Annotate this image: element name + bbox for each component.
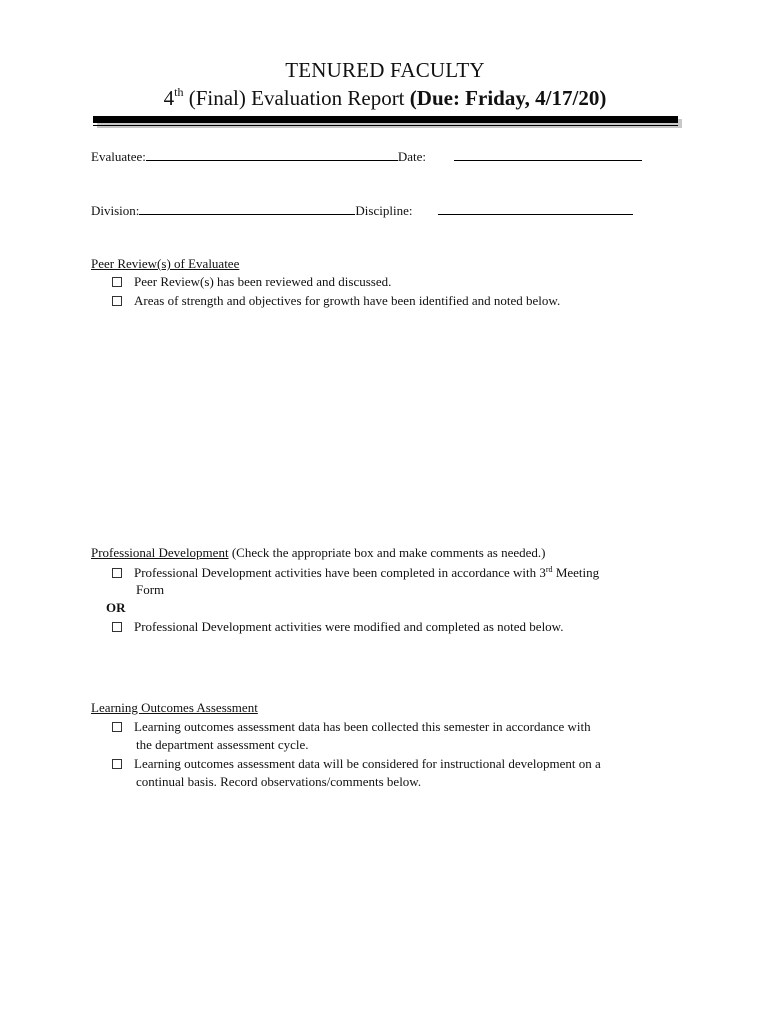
pd-item-continuation: Form — [136, 582, 165, 597]
pd-item-text: Professional Development activities were modified and completed as noted below. — [134, 619, 564, 634]
lo-item — [112, 755, 601, 773]
title-rule — [93, 116, 678, 123]
or-label: OR — [106, 600, 126, 615]
pd-item — [112, 564, 599, 582]
division-field[interactable] — [139, 202, 355, 215]
peer-review-heading: Peer Review(s) of Evaluatee — [91, 256, 240, 271]
evaluatee-row — [91, 148, 426, 165]
peer-review-item — [112, 273, 391, 291]
lo-item-continuation: continual basis. Record observations/comments below. — [136, 774, 422, 789]
pd-item-text: Professional Development activities have been completed in accordance with 3 — [134, 565, 546, 580]
peer-review-checkbox[interactable] — [112, 277, 122, 287]
evaluatee-label: Evaluatee: — [91, 149, 146, 164]
lo-checkbox[interactable] — [112, 722, 122, 732]
division-row — [91, 202, 412, 219]
pd-item — [112, 618, 563, 636]
lo-checkbox[interactable] — [112, 759, 122, 769]
pd-item-sup: rd — [545, 565, 553, 574]
lo-item — [112, 718, 591, 736]
peer-review-item — [112, 292, 560, 310]
peer-review-item-text: Peer Review(s) has been reviewed and discussed. — [134, 274, 392, 289]
professional-development-heading — [91, 545, 546, 561]
date-row — [454, 148, 642, 165]
report-number: 4 — [163, 86, 175, 110]
peer-review-checkbox[interactable] — [112, 296, 122, 306]
due-date: (Due: Friday, 4/17/20) — [409, 86, 607, 110]
pd-checkbox[interactable] — [112, 622, 122, 632]
lo-item-text: Learning outcomes assessment data will be considered for instructional development on a — [134, 756, 601, 771]
pd-heading-note: (Check the appropriate box and make comments as needed.) — [228, 545, 546, 560]
evaluatee-field[interactable] — [146, 148, 398, 161]
discipline-row — [438, 202, 633, 219]
form-title: TENURED FACULTY — [285, 58, 485, 82]
lo-item-continuation: the department assessment cycle. — [136, 737, 309, 752]
form-subtitle — [0, 86, 770, 111]
report-name: (Final) Evaluation Report — [183, 86, 410, 110]
peer-review-item-text: Areas of strength and objectives for growth have been identified and noted below. — [134, 293, 561, 308]
division-label: Division: — [91, 203, 140, 218]
discipline-label: Discipline: — [355, 203, 413, 218]
pd-item-end: Meeting — [552, 565, 600, 580]
report-number-suffix: th — [174, 85, 184, 99]
date-label: Date: — [397, 149, 427, 164]
learning-outcomes-heading: Learning Outcomes Assessment — [91, 700, 258, 715]
date-field[interactable] — [454, 148, 642, 161]
title-rule-thin — [93, 125, 678, 126]
discipline-field[interactable] — [438, 202, 633, 215]
lo-item-text: Learning outcomes assessment data has been collected this semester in accordance with — [134, 719, 591, 734]
pd-checkbox[interactable] — [112, 568, 122, 578]
pd-heading-title: Professional Development — [91, 545, 229, 560]
